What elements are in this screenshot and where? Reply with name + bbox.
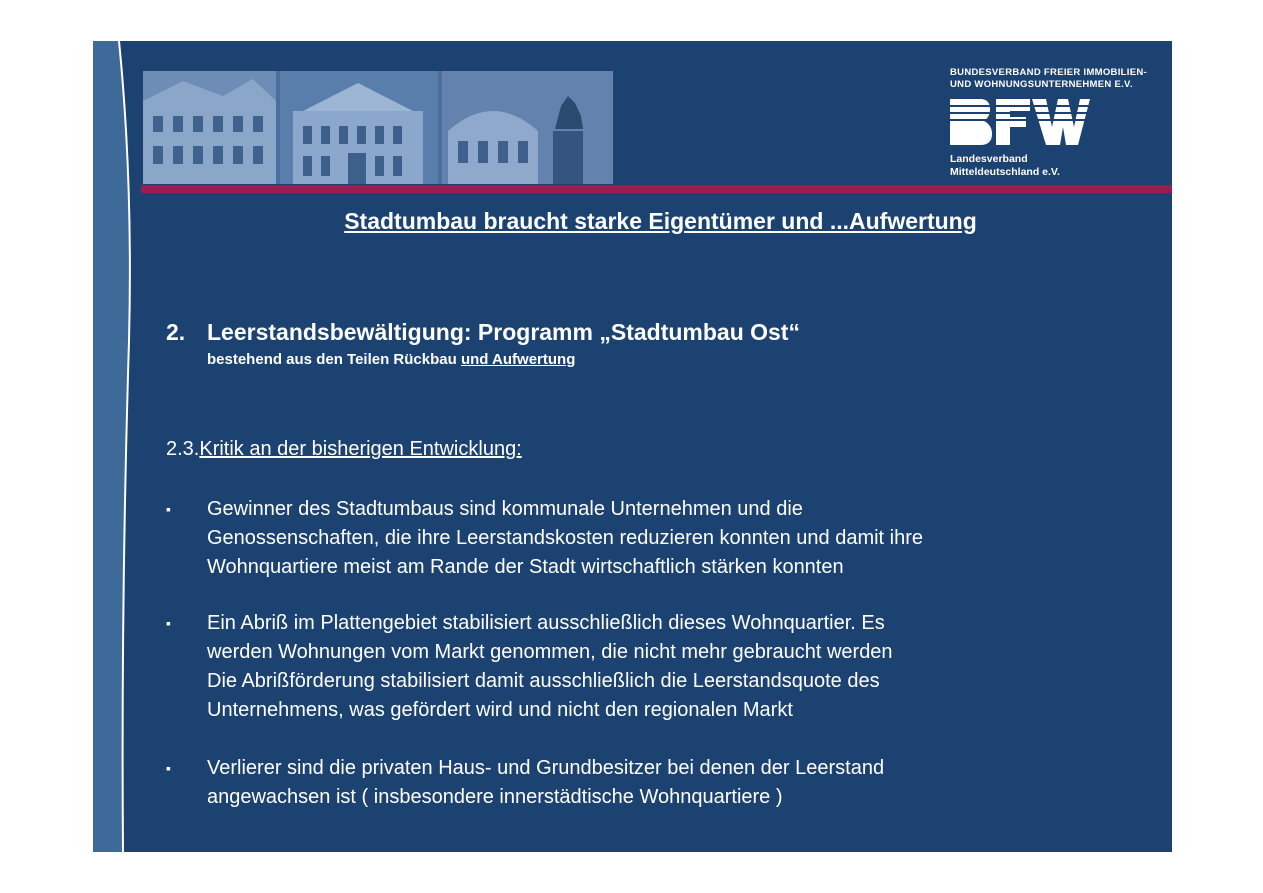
bullet-text (207, 609, 1167, 725)
bullet-line: Genossenschaften, die ihre Leerstandskosten reduzieren konnten und damit ihre (207, 527, 924, 549)
bullet-text (207, 495, 1167, 582)
header-building-photos (143, 71, 613, 184)
logo-org-line-1: BUNDESVERBAND FREIER IMMOBILIEN- (950, 67, 1147, 78)
bullet-line: Verlierer sind die privaten Haus- und Grundbesitzer bei denen der Leerstand (207, 757, 885, 779)
bullet-marker: ▪ (166, 501, 171, 517)
slide-title: Stadtumbau braucht starke Eigentümer und ...Aufwertung (344, 208, 977, 234)
logo-organization-name (950, 67, 1160, 91)
accent-divider (141, 185, 1172, 193)
section-2-heading (166, 319, 800, 346)
section-2-3-heading (166, 438, 522, 461)
bullet-line: Gewinner des Stadtumbaus sind kommunale Unternehmen und die (207, 498, 803, 520)
logo-sub-line-1: Landesverband (950, 153, 1028, 165)
section-2-3-number: 2.3. (166, 438, 200, 460)
bullet-line: Die Abrißförderung stabilisiert damit ausschließlich die Leerstandsquote des (207, 670, 880, 692)
section-2-subtitle-prefix: bestehend aus den Teilen Rückbau (207, 351, 461, 368)
bullet-line: werden Wohnungen vom Markt genommen, die nicht mehr gebraucht werden (207, 641, 893, 663)
bullet-marker: ▪ (166, 760, 171, 776)
section-2-number: 2. (166, 319, 186, 345)
bullet-text (207, 754, 1167, 812)
bfw-wordmark (950, 97, 1090, 147)
logo-sub-line-2: Mitteldeutschland e.V. (950, 166, 1060, 178)
section-2-subtitle (207, 351, 575, 368)
bullet-line: Ein Abriß im Plattengebiet stabilisiert ausschließlich dieses Wohnquartier. Es (207, 612, 885, 634)
section-2-subtitle-underlined: und Aufwertung (460, 351, 576, 368)
bullet-marker: ▪ (166, 615, 171, 631)
bfw-logo (950, 67, 1160, 185)
bullet-line: Unternehmens, was gefördert wird und nicht den regionalen Markt (207, 699, 793, 721)
slide (93, 41, 1172, 852)
section-2-3-label: Kritik an der bisherigen Entwicklung: (199, 438, 522, 460)
bullet-line: Wohnquartiere meist am Rande der Stadt wirtschaftlich stärken konnten (207, 556, 844, 578)
logo-org-line-2: UND WOHNUNGSUNTERNEHMEN E.V. (950, 79, 1133, 90)
logo-subtitle (950, 153, 1060, 179)
bullet-line: angewachsen ist ( insbesondere innerstädtische Wohnquartiere ) (207, 786, 783, 808)
section-2-title: Leerstandsbewältigung: Programm „Stadtumbau Ost“ (207, 319, 800, 345)
